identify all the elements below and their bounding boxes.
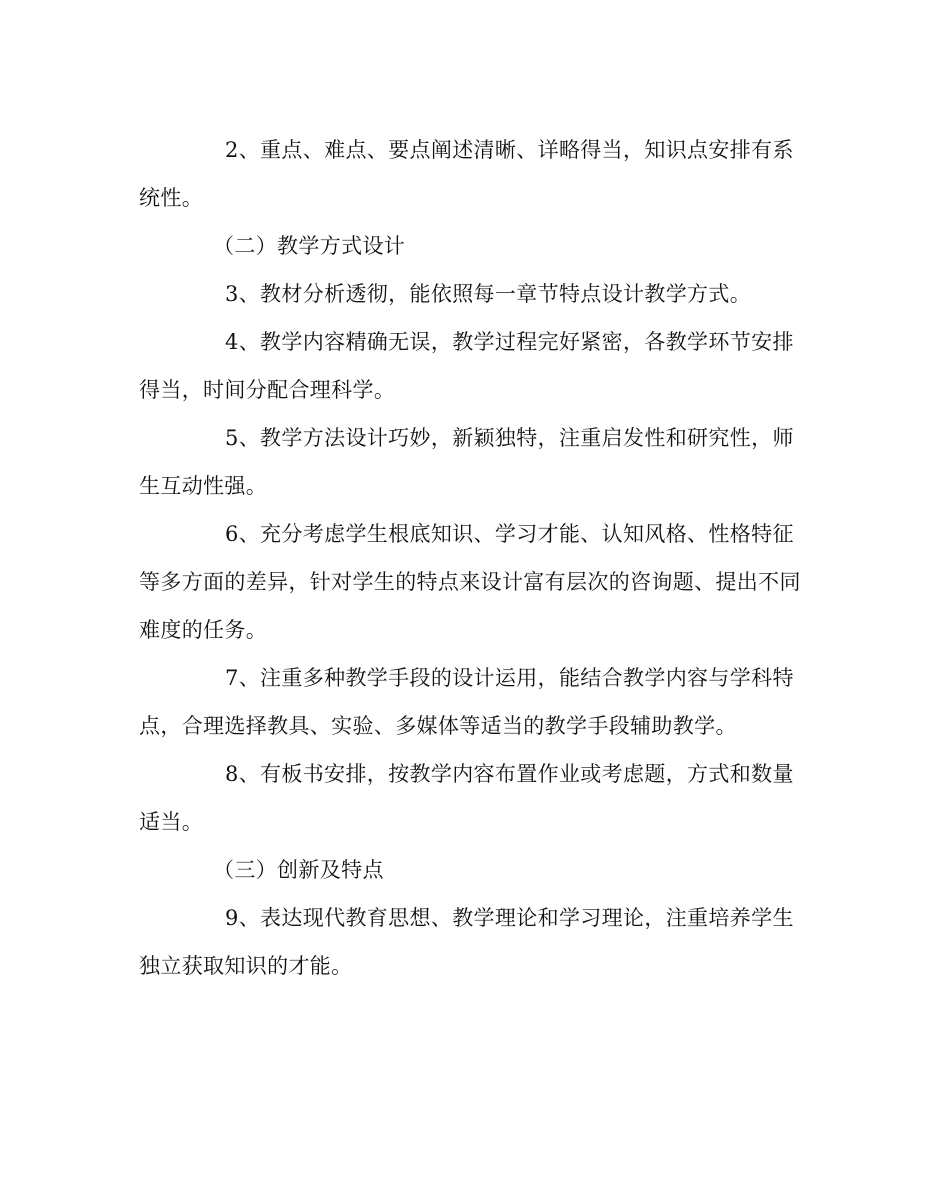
document-body — [139, 126, 809, 990]
paragraph-item-4: 4、教学内容精确无误，教学过程完好紧密，各教学环节安排得当，时间分配合理科学。 — [139, 330, 794, 402]
paragraph-item-7: 7、注重多种教学手段的设计运用，能结合教学内容与学科特点，合理选择教具、实验、多媒体等适当的教学手段辅助教学。 — [139, 666, 794, 738]
section-heading-2: （二）教学方式设计 — [213, 234, 406, 258]
paragraph-item-2: 2、重点、难点、要点阐述清晰、详略得当，知识点安排有系统性。 — [139, 138, 794, 210]
section-heading-3: （三）创新及特点 — [213, 858, 384, 882]
paragraph-item-3: 3、教材分析透彻，能依照每一章节特点设计教学方式。 — [225, 282, 752, 306]
paragraph-item-8: 8、有板书安排，按教学内容布置作业或考虑题，方式和数量适当。 — [139, 762, 794, 834]
paragraph-item-5: 5、教学方法设计巧妙，新颖独特，注重启发性和研究性，师生互动性强。 — [139, 426, 794, 498]
paragraph-item-6: 6、充分考虑学生根底知识、学习才能、认知风格、性格特征等多方面的差异，针对学生的特点来设计富有层次的咨询题、提出不同难度的任务。 — [139, 522, 801, 642]
paragraph-item-9: 9、表达现代教育思想、教学理论和学习理论，注重培养学生独立获取知识的才能。 — [139, 906, 794, 978]
